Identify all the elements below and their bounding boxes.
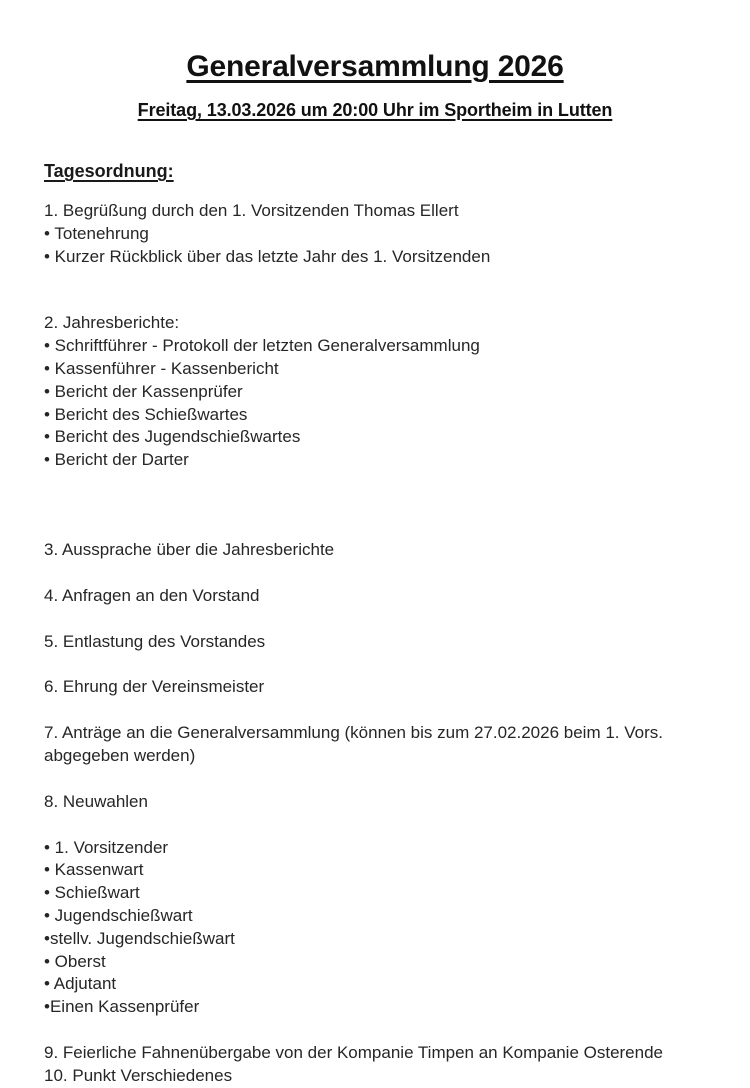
agenda-item-8-bullet-4: • Jugendschießwart	[44, 905, 193, 925]
agenda-item-2	[44, 312, 678, 472]
agenda-item-8-bullet-6: • Oberst	[44, 951, 106, 971]
agenda-item-8-bullet-7: • Adjutant	[44, 974, 117, 994]
spacer	[44, 562, 678, 585]
agenda-item-8-bullet-5: •stellv. Jugendschießwart	[44, 928, 235, 948]
agenda-item-10: 10. Punkt Verschiedenes	[44, 1065, 233, 1085]
document-title-text: Generalversammlung 2026	[186, 50, 564, 84]
agenda-item-9: 9. Feierliche Fahnenübergabe von der Kompanie Timpen an Kompanie Osterende	[44, 1042, 663, 1062]
agenda-item-1	[44, 200, 678, 268]
agenda-item-2-bullet-6: • Bericht der Darter	[44, 450, 189, 470]
agenda-item-2-bullet-1: • Schriftführer - Protokoll der letzten Generalversammlung	[44, 336, 480, 356]
document-subtitle-text: Freitag, 13.03.2026 um 20:00 Uhr im Sportheim in Lutten	[137, 99, 613, 120]
spacer	[44, 1019, 678, 1042]
agenda-item-8-bullets	[44, 837, 678, 1019]
agenda-item-3: 3. Aussprache über die Jahresberichte	[44, 539, 335, 559]
agenda-item-8-bullet-8: •Einen Kassenprüfer	[44, 997, 200, 1017]
spacer	[44, 768, 678, 791]
spacer	[44, 472, 678, 516]
spacer	[44, 608, 678, 631]
document-title	[0, 50, 750, 85]
agenda-item-1-bullet-1: • Totenehrung	[44, 223, 149, 243]
document-subtitle	[0, 100, 750, 122]
spacer	[44, 699, 678, 722]
agenda-item-2-title: 2. Jahresberichte:	[44, 313, 180, 333]
spacer	[44, 653, 678, 676]
agenda-heading-text: Tagesordnung:	[44, 161, 174, 181]
agenda-item-2-bullet-5: • Bericht des Jugendschießwartes	[44, 427, 301, 447]
agenda-item-8-bullet-2: • Kassenwart	[44, 860, 144, 880]
agenda-item-7: 7. Anträge an die Generalversammlung (können bis zum 27.02.2026 beim 1. Vors. abgegeben werden)	[44, 723, 663, 765]
agenda-item-2-bullet-3: • Bericht der Kassenprüfer	[44, 381, 243, 401]
document-body	[44, 160, 678, 1088]
spacer	[44, 516, 678, 539]
agenda-item-1-bullet-2: • Kurzer Rückblick über das letzte Jahr des 1. Vorsitzenden	[44, 246, 491, 266]
agenda-item-5: 5. Entlastung des Vorstandes	[44, 631, 266, 651]
agenda-item-2-bullet-4: • Bericht des Schießwartes	[44, 404, 248, 424]
spacer	[44, 268, 678, 312]
agenda-item-1-title: 1. Begrüßung durch den 1. Vorsitzenden Thomas Ellert	[44, 201, 459, 220]
spacer	[44, 814, 678, 837]
agenda-item-6: 6. Ehrung der Vereinsmeister	[44, 677, 265, 697]
agenda-item-2-bullet-2: • Kassenführer - Kassenbericht	[44, 358, 279, 378]
agenda-heading	[44, 160, 678, 200]
agenda-item-8-title: 8. Neuwahlen	[44, 791, 148, 811]
agenda-item-8-bullet-3: • Schießwart	[44, 883, 140, 903]
agenda-item-4: 4. Anfragen an den Vorstand	[44, 585, 260, 605]
agenda-item-8-bullet-1: • 1. Vorsitzender	[44, 837, 169, 857]
